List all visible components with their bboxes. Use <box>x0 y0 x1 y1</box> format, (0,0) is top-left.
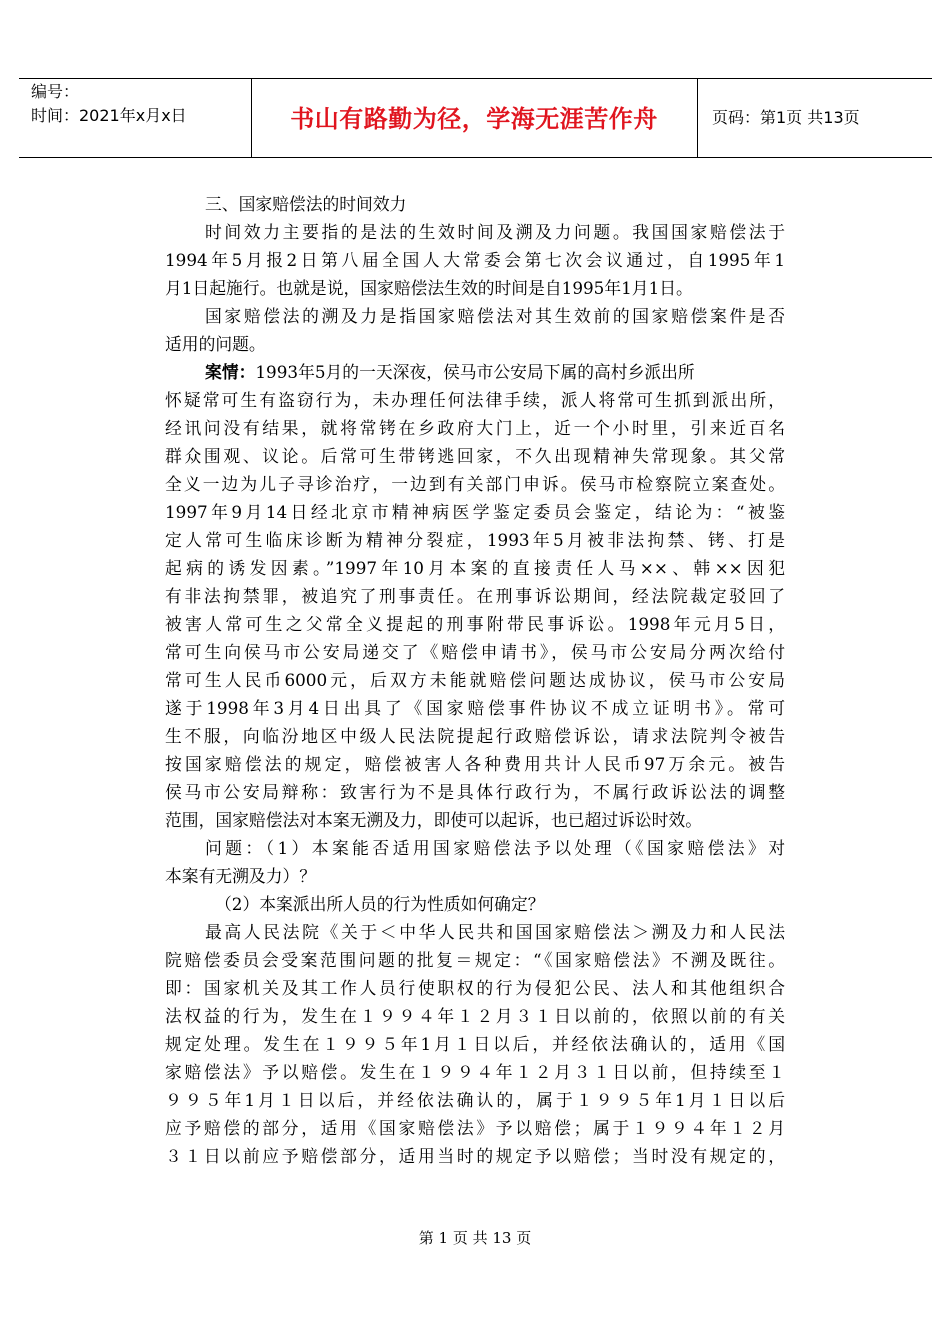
paragraph-line: 生不服，向临汾地区中级人民法院提起行政赔偿诉讼，请求法院判令被告 <box>165 726 785 746</box>
paragraph-line: 被害人常可生之父常全义提起的刑事附带民事诉讼。1998年元月5日， <box>165 614 785 634</box>
paragraph-line: 经讯问没有结果，就将常铐在乡政府大门上，近一个小时里，引来近百名 <box>165 418 785 438</box>
paragraph-line: 按国家赔偿法的规定，赔偿被害人各种费用共计人民币97万余元。被告 <box>165 754 785 774</box>
paragraph-line: 常可生向侯马市公安局递交了《赔偿申请书》，侯马市公安局分两次给付 <box>165 642 785 662</box>
header-page-cell <box>698 79 932 157</box>
paragraph-line: 时间效力主要指的是法的生效时间及溯及力问题。我国国家赔偿法于 <box>205 222 785 242</box>
paragraph-line: 常可生人民币6000元，后双方未能就赔偿问题达成协议，侯马市公安局 <box>165 670 785 690</box>
header-motto: 书山有路勤为径，学海无涯苦作舟 <box>290 105 658 133</box>
paragraph-line: 适用的问题。 <box>165 334 266 354</box>
paragraph-line: ９９５年1月１日以后，并经依法确认的，属于１９９５年1月１日以后 <box>165 1090 785 1110</box>
case-text: 1993年5月的一天深夜，侯马市公安局下属的高村乡派出所 <box>255 362 695 382</box>
case-label: 案情： <box>205 362 256 382</box>
document-time-label: 时间：2021年x月x日 <box>31 106 187 125</box>
paragraph-line: 有非法拘禁罪，被追究了刑事责任。在刑事诉讼期间，经法院裁定驳回了 <box>165 586 785 606</box>
paragraph-line: 最高人民法院《关于＜中华人民共和国国家赔偿法＞溯及力和人民法 <box>205 922 785 942</box>
document-body <box>165 190 785 1170</box>
paragraph-line: 法权益的行为，发生在１９９４年１２月３１日以前的，依照以前的有关 <box>165 1006 785 1026</box>
paragraph-line: 家赔偿法》予以赔偿。发生在１９９４年１２月３１日以前，但持续至１ <box>165 1062 785 1082</box>
paragraph-line: 国家赔偿法的溯及力是指国家赔偿法对其生效前的国家赔偿案件是否 <box>205 306 785 326</box>
paragraph-line: 1997年9月14日经北京市精神病医学鉴定委员会鉴定，结论为：“被鉴 <box>165 502 785 522</box>
paragraph-line: 即：国家机关及其工作人员行使职权的行为侵犯公民、法人和其他组织合 <box>165 978 785 998</box>
paragraph-line: ３１日以前应予赔偿部分，适用当时的规定予以赔偿；当时没有规定的， <box>165 1146 785 1166</box>
paragraph-line: 定人常可生临床诊断为精神分裂症，1993年5月被非法拘禁、铐、打是 <box>165 530 785 550</box>
paragraph-line: 规定处理。发生在１９９５年1月１日以后，并经依法确认的，适用《国 <box>165 1034 785 1054</box>
page-footer: 第 1 页 共 13 页 <box>418 1229 532 1247</box>
paragraph-line: 范围，国家赔偿法对本案无溯及力，即使可以起诉，也已超过诉讼时效。 <box>165 810 703 830</box>
paragraph-line: 全义一边为儿子寻诊治疗，一边到有关部门申诉。侯马市检察院立案查处。 <box>165 474 785 494</box>
section-heading: 三、国家赔偿法的时间效力 <box>205 194 407 214</box>
paragraph-line: 月1日起施行。也就是说，国家赔偿法生效的时间是自1995年1月1日。 <box>165 278 693 298</box>
document-header <box>19 78 932 158</box>
header-motto-cell <box>251 79 698 157</box>
question-line: 本案有无溯及力）？ <box>165 866 317 886</box>
paragraph-line: 侯马市公安局辩称：致害行为不是具体行政行为，不属行政诉讼法的调整 <box>165 782 785 802</box>
paragraph-line: 1994年5月报2日第八届全国人大常委会第七次会议通过，自1995年1 <box>165 250 785 270</box>
question-line: 问题：（1）本案能否适用国家赔偿法予以处理（《国家赔偿法》对 <box>205 838 785 858</box>
paragraph-line: 遂于1998年3月4日出具了《国家赔偿事件协议不成立证明书》。常可 <box>165 698 785 718</box>
paragraph-line: 院赔偿委员会受案范围问题的批复＝规定：“《国家赔偿法》不溯及既往。 <box>165 950 785 970</box>
paragraph-line: 群众围观、议论。后常可生带铐逃回家，不久出现精神失常现象。其父常 <box>165 446 785 466</box>
paragraph-line: 怀疑常可生有盗窃行为，未办理任何法律手续，派人将常可生抓到派出所， <box>165 390 785 410</box>
header-page-info: 页码：第1页 共13页 <box>712 108 860 127</box>
paragraph-line <box>165 358 785 386</box>
question-line: （2）本案派出所人员的行为性质如何确定？ <box>215 894 545 914</box>
header-meta-cell <box>19 79 252 157</box>
paragraph-line: 应予赔偿的部分，适用《国家赔偿法》予以赔偿；属于１９９４年１２月 <box>165 1118 785 1138</box>
document-number-label: 编号： <box>31 82 80 101</box>
paragraph-line: 起病的诱发因素。”1997年10月本案的直接责任人马××、韩××因犯 <box>165 558 785 578</box>
